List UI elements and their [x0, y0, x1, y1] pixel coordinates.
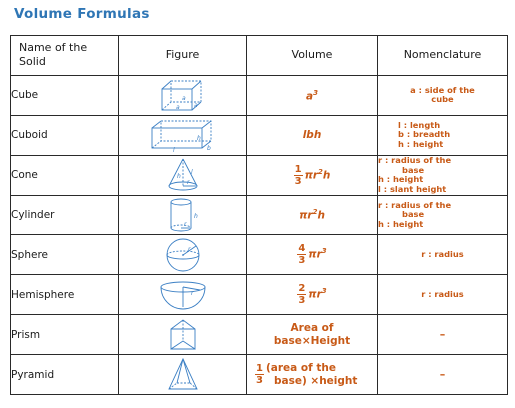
hemisphere-label-r: r [190, 289, 193, 297]
sphere-nomenclature [378, 235, 508, 275]
pyramid-figure [119, 355, 247, 395]
volume-tail: h [317, 209, 325, 222]
volume-fraction [294, 164, 303, 187]
nom-line: h : height [378, 174, 424, 185]
fraction-denominator: 3 [294, 175, 302, 187]
nom-line: r : radius [421, 249, 464, 260]
cuboid-label-h: h [196, 135, 201, 143]
solid-name: Cube [11, 75, 119, 115]
header-volume: Volume [247, 36, 378, 76]
table-row [11, 115, 508, 155]
nom-line: base [402, 164, 425, 175]
volume-line: base×Height [273, 334, 351, 347]
solid-name: Prism [11, 315, 119, 355]
hemisphere-icon [155, 279, 211, 311]
fraction-denominator: 3 [256, 375, 263, 386]
header-figure: Figure [119, 36, 247, 76]
nom-dash: – [439, 367, 446, 381]
cylinder-figure [119, 195, 247, 235]
hemisphere-nomenclature [378, 275, 508, 315]
nom-line: h : height [378, 218, 424, 229]
cube-nomenclature [378, 75, 508, 115]
cube-icon [157, 78, 209, 112]
cylinder-nomenclature [378, 195, 508, 235]
hemisphere-figure [119, 275, 247, 315]
volume-tail: h [322, 169, 331, 182]
fraction-numerator: 1 [294, 163, 302, 175]
solid-name: Cylinder [11, 195, 119, 235]
nom-dash: – [439, 327, 446, 341]
sphere-icon [153, 237, 213, 273]
cylinder-label-h: h [193, 212, 198, 220]
sphere-volume [247, 235, 378, 275]
sphere-figure [119, 235, 247, 275]
table-row [11, 75, 508, 115]
sphere-label-r: r [187, 245, 190, 253]
volume-expression: πr [299, 209, 313, 222]
cone-icon [163, 157, 203, 193]
cuboid-label-l: l [172, 147, 175, 153]
table-row [11, 275, 508, 315]
prism-nomenclature [378, 315, 508, 355]
nom-line: cube [431, 94, 454, 105]
prism-figure [119, 315, 247, 355]
volume-expression: πr [308, 248, 322, 261]
header-name-text: Name of the Solid [19, 41, 88, 69]
nom-line: r : radius of the [378, 155, 452, 166]
volume-base: a [306, 90, 314, 103]
cone-label-h: h [176, 173, 181, 181]
cylinder-volume [247, 195, 378, 235]
header-name [11, 36, 119, 76]
cube-label-a2: a [193, 102, 198, 110]
prism-icon [163, 317, 203, 353]
nom-line: r : radius [421, 288, 464, 299]
table-row [11, 155, 508, 195]
volume-fraction [297, 283, 306, 306]
table-row [11, 195, 508, 235]
prism-volume [247, 315, 378, 355]
header-nomenclature: Nomenclature [378, 36, 508, 76]
cube-volume [247, 75, 378, 115]
cube-label-a3: a [175, 104, 180, 112]
cuboid-icon [147, 118, 219, 152]
solid-name: Pyramid [11, 355, 119, 395]
volume-line: (area of the [265, 361, 336, 374]
cuboid-nomenclature [378, 115, 508, 155]
volume-exponent: 3 [321, 247, 327, 256]
solid-name: Hemisphere [11, 275, 119, 315]
volume-exponent: 3 [313, 88, 318, 97]
volume-formulas-table [10, 35, 508, 395]
nom-line: h : height [398, 138, 444, 149]
table-header-row [11, 36, 508, 76]
cuboid-figure [119, 115, 247, 155]
volume-exponent: 3 [321, 287, 327, 296]
solid-name: Sphere [11, 235, 119, 275]
fraction-denominator: 3 [298, 255, 306, 267]
hemisphere-volume [247, 275, 378, 315]
cone-volume [247, 155, 378, 195]
volume-line: base) ×height [273, 374, 358, 387]
nom-line: a : side of the [410, 84, 475, 95]
fraction-numerator: 1 [256, 363, 263, 374]
cuboid-volume: lbh [247, 115, 378, 155]
table-row [11, 315, 508, 355]
volume-fraction [255, 363, 264, 386]
volume-line: Area of [290, 321, 334, 334]
cube-figure [119, 75, 247, 115]
cylinder-icon [163, 197, 203, 233]
fraction-numerator: 2 [298, 283, 306, 295]
volume-exponent: 2 [318, 167, 323, 176]
cylinder-label-r: r [183, 220, 186, 228]
volume-expression: πr [308, 288, 322, 301]
table-row [11, 235, 508, 275]
volume-exponent: 2 [312, 208, 318, 217]
nom-line: r : radius of the [378, 199, 452, 210]
cone-nomenclature [378, 155, 508, 195]
nom-line: l : length [398, 119, 441, 130]
nom-line: l : slant height [378, 183, 447, 194]
pyramid-volume [247, 355, 378, 395]
fraction-numerator: 4 [298, 243, 306, 255]
cone-label-r: r [186, 179, 189, 187]
volume-fraction [297, 243, 306, 266]
solid-name: Cone [11, 155, 119, 195]
nom-line: base [402, 209, 425, 220]
fraction-denominator: 3 [298, 295, 306, 307]
page-title: Volume Formulas [14, 6, 150, 22]
pyramid-icon [163, 357, 203, 393]
pyramid-nomenclature [378, 355, 508, 395]
cone-label-l: l [190, 169, 193, 177]
table-row [11, 355, 508, 395]
nom-line: b : breadth [398, 129, 451, 140]
cuboid-label-b: b [206, 145, 211, 153]
cube-label-a1: a [181, 95, 186, 103]
volume-expression: πr [304, 169, 319, 182]
cone-figure [119, 155, 247, 195]
solid-name: Cuboid [11, 115, 119, 155]
volume-lines [266, 362, 357, 388]
